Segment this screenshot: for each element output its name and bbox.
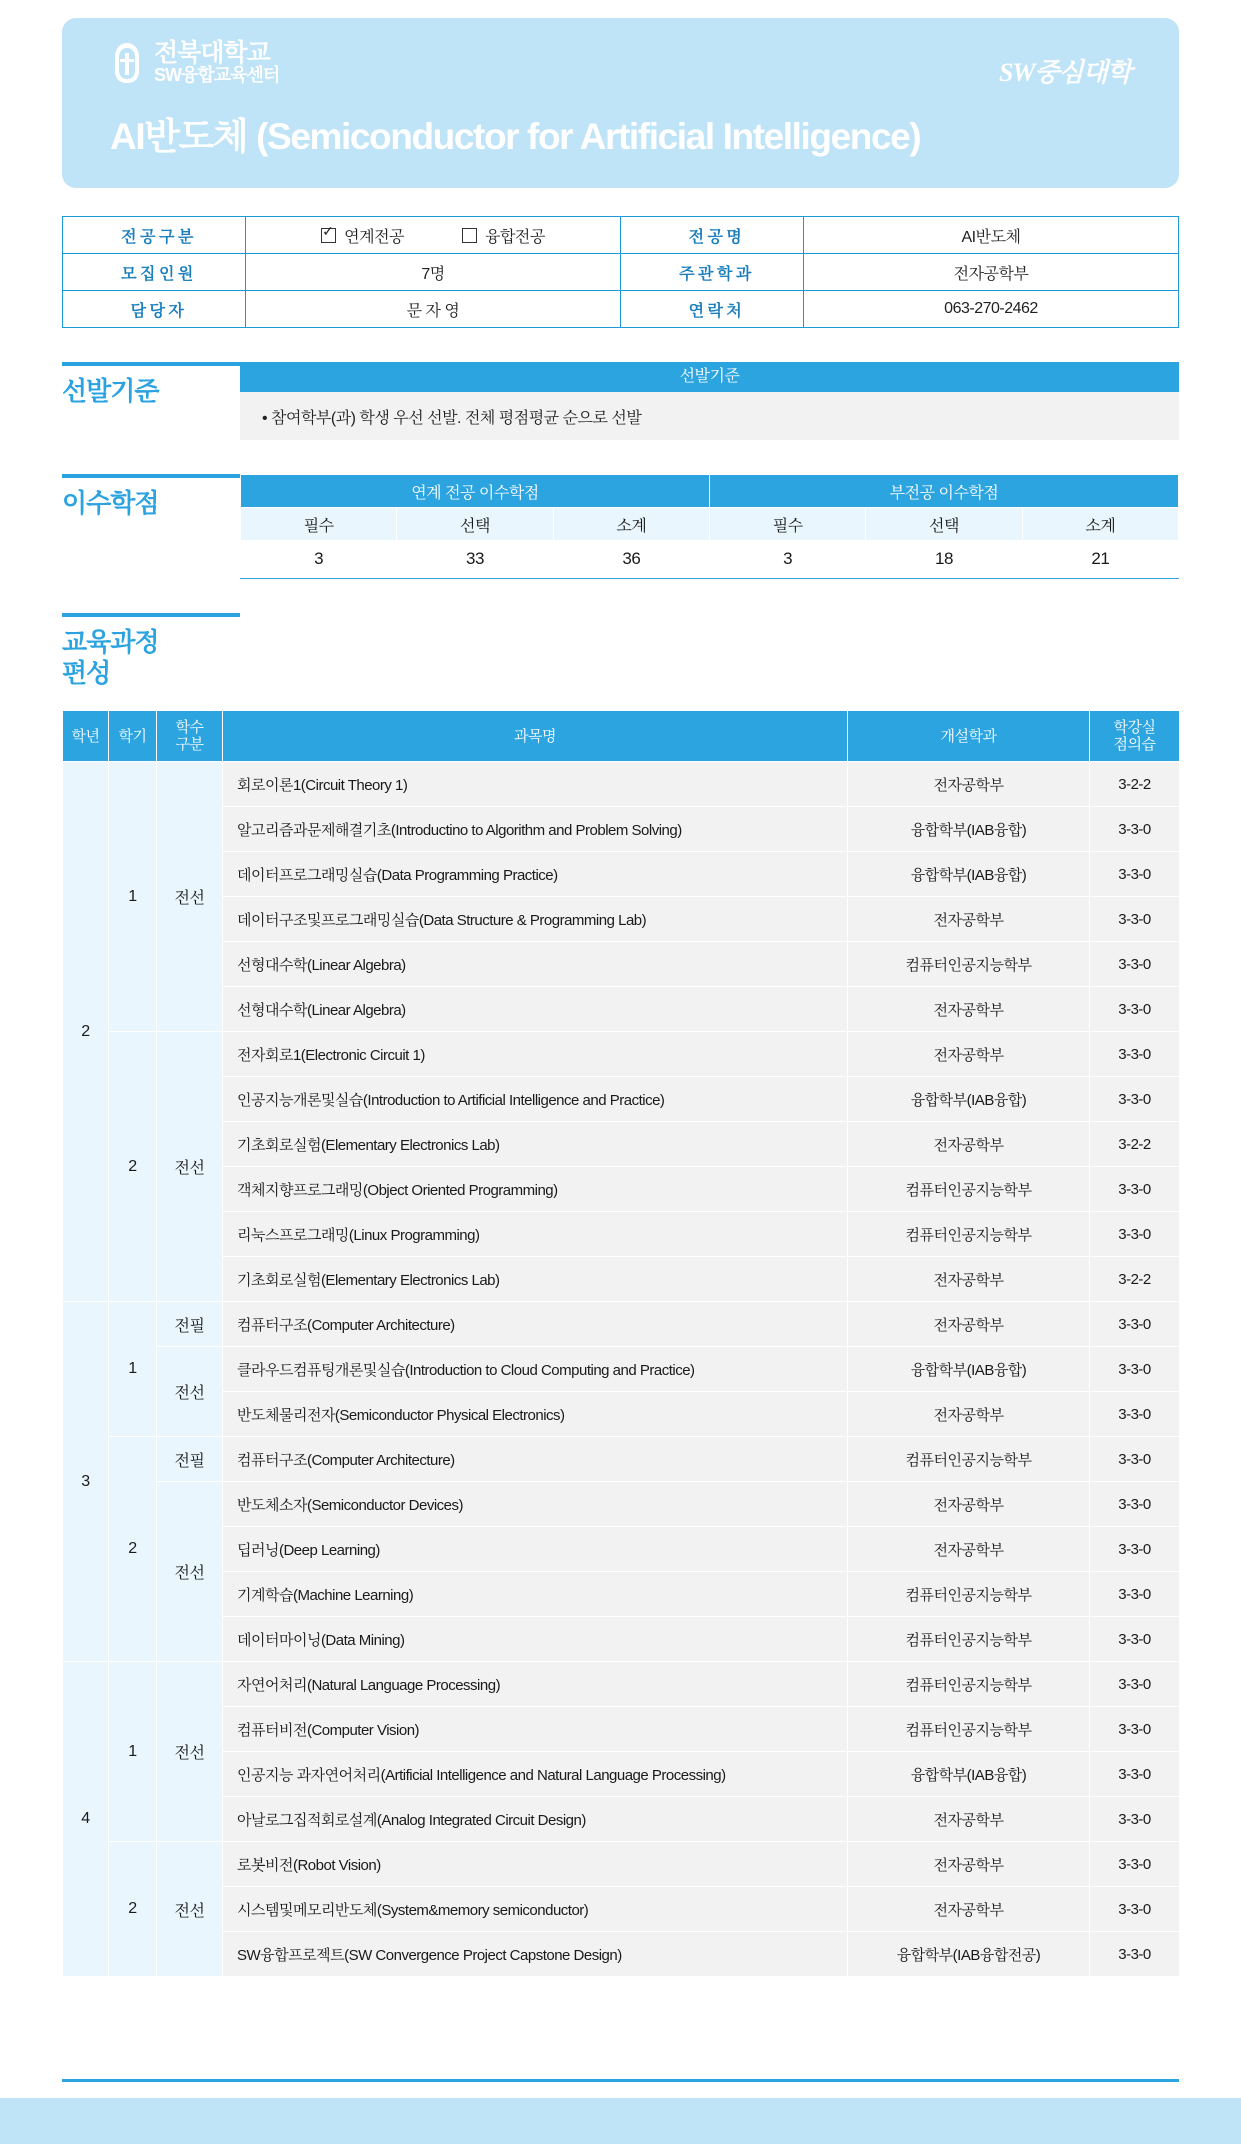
table-header-row (63, 711, 1180, 762)
cell-credit: 3-3-0 (1090, 1707, 1180, 1752)
university-name: 전북대학교 (154, 39, 270, 67)
cell-department: 융합학부(IAB융합) (848, 1752, 1090, 1797)
col-type-line2: 구분 (175, 736, 204, 754)
table-row (63, 1707, 1180, 1752)
cell-department: 전자공학부 (848, 1302, 1090, 1347)
label-manager: 담 당 자 (63, 291, 246, 328)
cell-department: 컴퓨터인공지능학부 (848, 942, 1090, 987)
cell-department: 컴퓨터인공지능학부 (848, 1212, 1090, 1257)
university-logo (110, 40, 279, 85)
cell-course-type: 전선 (157, 1032, 223, 1302)
cell-department: 전자공학부 (848, 1842, 1090, 1887)
cell-course-type: 전선 (157, 1662, 223, 1842)
cell-department: 전자공학부 (848, 1527, 1090, 1572)
cell-year: 2 (63, 762, 109, 1302)
selection-criteria-text: • 참여학부(과) 학생 우선 선발. 전체 평점평균 순으로 선발 (240, 392, 1179, 440)
cell-course-name: 로봇비전(Robot Vision) (223, 1842, 848, 1887)
cell-course-type: 전선 (157, 1482, 223, 1662)
table-row (63, 1257, 1180, 1302)
credits-group-linked: 연계 전공 이수학점 (241, 475, 710, 508)
table-row (63, 762, 1180, 807)
table-row (63, 1482, 1180, 1527)
value-contact: 063-270-2462 (804, 291, 1179, 328)
table-row (63, 1122, 1180, 1167)
credits-subhead-1: 선택 (397, 508, 553, 541)
table-row (63, 1167, 1180, 1212)
cell-course-name: 인공지능개론및실습(Introduction to Artificial Intelligence and Practice) (223, 1077, 848, 1122)
credits-value-2: 36 (553, 541, 709, 578)
cell-course-name: 선형대수학(Linear Algebra) (223, 942, 848, 987)
cell-credit: 3-3-0 (1090, 1617, 1180, 1662)
cell-term: 2 (109, 1842, 157, 1977)
cell-department: 융합학부(IAB융합) (848, 1077, 1090, 1122)
credits-subhead-0: 필수 (241, 508, 397, 541)
label-quota: 모 집 인 원 (63, 254, 246, 291)
table-row (63, 1887, 1180, 1932)
cell-credit: 3-2-2 (1090, 1257, 1180, 1302)
cell-credit: 3-3-0 (1090, 1302, 1180, 1347)
cell-credit: 3-3-0 (1090, 1887, 1180, 1932)
footer-divider (62, 2079, 1179, 2082)
cell-credit: 3-3-0 (1090, 1842, 1180, 1887)
cell-credit: 3-3-0 (1090, 1527, 1180, 1572)
cell-credit: 3-3-0 (1090, 1212, 1180, 1257)
cell-course-name: 컴퓨터구조(Computer Architecture) (223, 1437, 848, 1482)
table-row (63, 1212, 1180, 1257)
cell-course-name: 알고리즘과문제해결기초(Introductino to Algorithm and Problem Solving) (223, 807, 848, 852)
document-page (0, 18, 1241, 2144)
cell-department: 융합학부(IAB융합) (848, 852, 1090, 897)
label-contact: 연 락 처 (621, 291, 804, 328)
label-major-type: 전 공 구 분 (63, 217, 246, 254)
cell-course-name: 선형대수학(Linear Algebra) (223, 987, 848, 1032)
cell-term: 1 (109, 1662, 157, 1842)
table-row (63, 291, 1179, 328)
cell-department: 전자공학부 (848, 1257, 1090, 1302)
cell-credit: 3-2-2 (1090, 1122, 1180, 1167)
checkbox-linked-major[interactable] (321, 224, 404, 247)
cell-year: 4 (63, 1662, 109, 1977)
cell-course-name: 기초회로실험(Elementary Electronics Lab) (223, 1122, 848, 1167)
label-host-dept: 주 관 학 과 (621, 254, 804, 291)
col-type (157, 711, 223, 762)
page-title-en: (Semiconductor for Artificial Intelligence) (256, 116, 921, 157)
curriculum-body (63, 762, 1180, 1977)
curriculum-section-heading (62, 613, 1179, 688)
cell-term: 1 (109, 1302, 157, 1437)
cell-course-name: 자연어처리(Natural Language Processing) (223, 1662, 848, 1707)
table-row (63, 1617, 1180, 1662)
table-row (63, 1752, 1180, 1797)
cell-department: 컴퓨터인공지능학부 (848, 1167, 1090, 1212)
section-title-curriculum-line2: 편성 (62, 657, 111, 688)
selection-criteria-section (62, 362, 1179, 440)
cell-credit: 3-3-0 (1090, 1797, 1180, 1842)
table-row (63, 987, 1180, 1032)
checkbox-linked-major-label: 연계전공 (344, 228, 404, 246)
cell-term: 2 (109, 1032, 157, 1302)
cell-department: 전자공학부 (848, 1482, 1090, 1527)
page-title (110, 106, 920, 160)
university-crest-icon (110, 41, 144, 85)
cell-course-name: 회로이론1(Circuit Theory 1) (223, 762, 848, 807)
cell-credit: 3-3-0 (1090, 1932, 1180, 1977)
cell-term: 1 (109, 762, 157, 1032)
sw-program-badge: SW중심대학 (998, 58, 1131, 87)
value-quota: 7명 (246, 254, 621, 291)
table-row (63, 1527, 1180, 1572)
credits-value-1: 33 (397, 541, 553, 578)
cell-course-name: 컴퓨터구조(Computer Architecture) (223, 1302, 848, 1347)
cell-department: 융합학부(IAB융합) (848, 1347, 1090, 1392)
credits-subhead-2: 소계 (553, 508, 709, 541)
table-row (63, 807, 1180, 852)
checkbox-checked-icon (321, 228, 336, 243)
credits-section (62, 474, 1179, 579)
credits-value-5: 21 (1022, 541, 1178, 578)
cell-course-type: 전필 (157, 1437, 223, 1482)
cell-credit: 3-3-0 (1090, 807, 1180, 852)
credits-value-3: 3 (709, 541, 865, 578)
table-row (63, 942, 1180, 987)
cell-department: 전자공학부 (848, 1887, 1090, 1932)
col-course: 과목명 (223, 711, 848, 762)
col-term: 학기 (109, 711, 157, 762)
credits-subhead-5: 소계 (1022, 508, 1178, 541)
major-info-table (62, 216, 1179, 328)
table-row (63, 1077, 1180, 1122)
table-row (241, 508, 1179, 541)
table-row (63, 1032, 1180, 1077)
cell-credit: 3-3-0 (1090, 1167, 1180, 1212)
cell-department: 전자공학부 (848, 897, 1090, 942)
credits-table (240, 474, 1179, 578)
col-credit-line1: 학강실 (1113, 719, 1156, 737)
cell-course-name: 아날로그집적회로설계(Analog Integrated Circuit Design) (223, 1797, 848, 1842)
value-host-dept: 전자공학부 (804, 254, 1179, 291)
table-row (63, 852, 1180, 897)
cell-credit: 3-3-0 (1090, 1347, 1180, 1392)
table-row (63, 1932, 1180, 1977)
cell-department: 전자공학부 (848, 1797, 1090, 1842)
credits-subhead-4: 선택 (866, 508, 1022, 541)
section-title-curriculum (62, 613, 240, 688)
col-credit-line2: 점의습 (1113, 736, 1156, 754)
table-row (63, 1572, 1180, 1617)
cell-department: 융합학부(IAB융합전공) (848, 1932, 1090, 1977)
table-row (241, 475, 1179, 508)
cell-credit: 3-3-0 (1090, 852, 1180, 897)
cell-course-name: 리눅스프로그래밍(Linux Programming) (223, 1212, 848, 1257)
col-type-line1: 학수 (175, 719, 204, 737)
col-year: 학년 (63, 711, 109, 762)
table-row (63, 254, 1179, 291)
cell-course-type: 전선 (157, 1842, 223, 1977)
page-header (62, 18, 1179, 188)
cell-term: 2 (109, 1437, 157, 1662)
cell-credit: 3-3-0 (1090, 1392, 1180, 1437)
cell-credit: 3-3-0 (1090, 1032, 1180, 1077)
cell-department: 컴퓨터인공지능학부 (848, 1662, 1090, 1707)
value-manager: 문 자 영 (246, 291, 621, 328)
cell-credit: 3-3-0 (1090, 1077, 1180, 1122)
cell-credit: 3-3-0 (1090, 942, 1180, 987)
cell-credit: 3-3-0 (1090, 1572, 1180, 1617)
table-row (241, 541, 1179, 578)
cell-course-name: SW융합프로젝트(SW Convergence Project Capstone Design) (223, 1932, 848, 1977)
checkbox-convergence-major-label: 융합전공 (485, 228, 545, 246)
curriculum-table (62, 710, 1180, 1977)
cell-department: 컴퓨터인공지능학부 (848, 1707, 1090, 1752)
cell-course-name: 반도체소자(Semiconductor Devices) (223, 1482, 848, 1527)
cell-course-name: 기계학습(Machine Learning) (223, 1572, 848, 1617)
cell-department: 전자공학부 (848, 762, 1090, 807)
label-major-name: 전 공 명 (621, 217, 804, 254)
cell-course-name: 반도체물리전자(Semiconductor Physical Electronics) (223, 1392, 848, 1437)
checkbox-empty-icon (462, 228, 477, 243)
value-major-name: AI반도체 (804, 217, 1179, 254)
table-row (63, 1842, 1180, 1887)
cell-credit: 3-2-2 (1090, 762, 1180, 807)
cell-course-type: 전필 (157, 1302, 223, 1347)
cell-credit: 3-3-0 (1090, 1482, 1180, 1527)
table-row (63, 217, 1179, 254)
cell-department: 전자공학부 (848, 1122, 1090, 1167)
table-row (63, 1347, 1180, 1392)
cell-course-name: 기초회로실험(Elementary Electronics Lab) (223, 1257, 848, 1302)
cell-department: 융합학부(IAB융합) (848, 807, 1090, 852)
selection-criteria-bar: 선발기준 (240, 362, 1179, 392)
cell-credit: 3-3-0 (1090, 1662, 1180, 1707)
cell-course-name: 데이터마이닝(Data Mining) (223, 1617, 848, 1662)
cell-department: 전자공학부 (848, 1032, 1090, 1077)
university-logo-text (154, 40, 279, 85)
cell-course-name: 데이터구조및프로그래밍실습(Data Structure & Programming Lab) (223, 897, 848, 942)
cell-course-type: 전선 (157, 1347, 223, 1437)
cell-credit: 3-3-0 (1090, 897, 1180, 942)
credits-subhead-3: 필수 (709, 508, 865, 541)
credits-value-0: 3 (241, 541, 397, 578)
cell-department: 컴퓨터인공지능학부 (848, 1617, 1090, 1662)
table-row (63, 1392, 1180, 1437)
col-dept: 개설학과 (848, 711, 1090, 762)
cell-course-name: 컴퓨터비전(Computer Vision) (223, 1707, 848, 1752)
cell-course-type: 전선 (157, 762, 223, 1032)
cell-department: 전자공학부 (848, 1392, 1090, 1437)
cell-credit: 3-3-0 (1090, 1752, 1180, 1797)
table-row (63, 1302, 1180, 1347)
cell-course-name: 데이터프로그래밍실습(Data Programming Practice) (223, 852, 848, 897)
cell-course-name: 클라우드컴퓨팅개론및실습(Introduction to Cloud Computing and Practice) (223, 1347, 848, 1392)
cell-course-name: 인공지능 과자연어처리(Artificial Intelligence and Natural Language Processing) (223, 1752, 848, 1797)
table-row (63, 1797, 1180, 1842)
page-title-kr: AI반도체 (110, 116, 248, 157)
col-credit (1090, 711, 1180, 762)
cell-year: 3 (63, 1302, 109, 1662)
credits-value-4: 18 (866, 541, 1022, 578)
center-name: SW융합교육센터 (154, 65, 280, 86)
checkbox-convergence-major[interactable] (462, 224, 545, 247)
section-title-credits: 이수학점 (62, 474, 240, 519)
value-major-type (246, 217, 621, 254)
cell-department: 컴퓨터인공지능학부 (848, 1437, 1090, 1482)
cell-course-name: 전자회로1(Electronic Circuit 1) (223, 1032, 848, 1077)
footer-band (0, 2098, 1241, 2144)
cell-course-name: 시스템및메모리반도체(System&memory semiconductor) (223, 1887, 848, 1932)
curriculum-table-wrap (62, 710, 1179, 1977)
cell-credit: 3-3-0 (1090, 987, 1180, 1032)
section-title-curriculum-line1: 교육과정 (62, 627, 159, 657)
section-title-selection: 선발기준 (62, 362, 240, 407)
table-row (63, 897, 1180, 942)
cell-credit: 3-3-0 (1090, 1437, 1180, 1482)
cell-department: 컴퓨터인공지능학부 (848, 1572, 1090, 1617)
cell-course-name: 객체지향프로그래밍(Object Oriented Programming) (223, 1167, 848, 1212)
cell-department: 전자공학부 (848, 987, 1090, 1032)
table-row (63, 1437, 1180, 1482)
credits-group-minor: 부전공 이수학점 (709, 475, 1178, 508)
cell-course-name: 딥러닝(Deep Learning) (223, 1527, 848, 1572)
table-row (63, 1662, 1180, 1707)
